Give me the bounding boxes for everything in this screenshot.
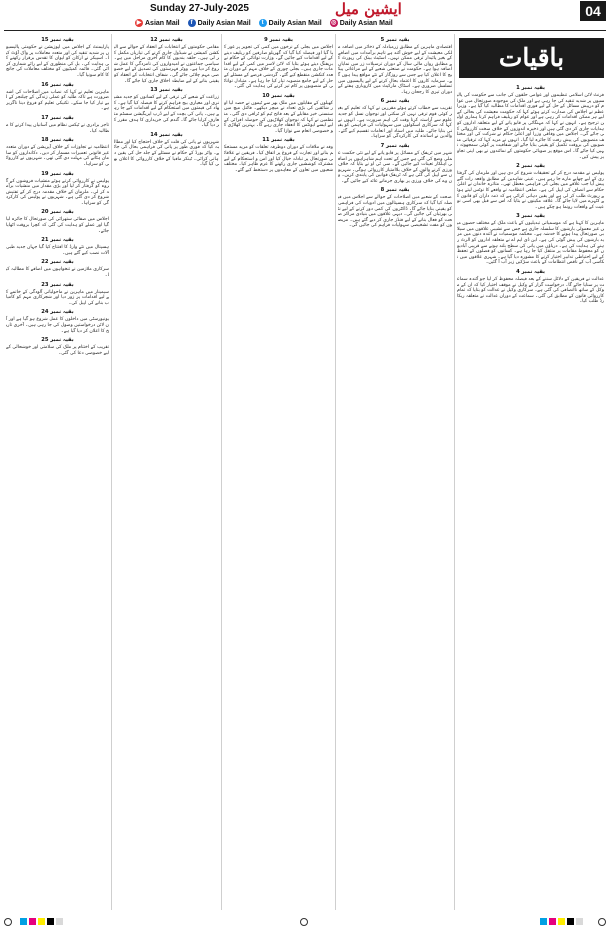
registration-mark-icon	[4, 918, 12, 926]
continuation-heading: بقیہ نمبر 23	[41, 281, 74, 288]
text-column	[457, 82, 604, 910]
color-swatch	[567, 918, 574, 925]
article-text: شہر میں ٹریفک کے مسائل پر قابو پانے کے لیے نئی حکمت عملی وضع کی گئی ہے جس کے تحت اہم شاہراہوں پر اضافی اہلکار تعینات کیے جائیں گے۔ سی ٹی او نے بتایا کہ خلاف ورزی کرنے والوں کے خلاف بلاامتیاز کارروائی ہوگی۔ شہریوں سے اپیل کی گئی ہے کہ ٹریفک قوانین کی پابندی کریں۔ ون وے کی خلاف ورزی پر بھاری جرمانے عائد کیے جائیں گے۔	[338, 150, 452, 184]
section-title-band: باقیات	[459, 38, 604, 78]
column-divider	[111, 34, 112, 910]
text-column	[114, 34, 219, 910]
continuation-heading: بقیہ نمبر 7	[380, 142, 410, 149]
facebook-icon: f	[188, 19, 196, 27]
text-column	[224, 34, 333, 910]
continuation-heading: بقیہ نمبر 3	[516, 213, 545, 220]
youtube-icon: ▶	[136, 20, 142, 26]
continuation-heading: بقیہ نمبر 5	[380, 37, 410, 43]
text-column	[338, 34, 452, 910]
article-text: زراعت کے شعبے کی ترقی کے لیے کسانوں کو جدید مشینری اور معیاری بیج فراہم کرنے کا فیصلہ کیا گیا ہے۔ کھاد کی قیمتوں میں استحکام کے لیے اقدامات کیے جا رہے ہیں۔ پانی کی بچت کے لیے ڈرپ ایریگیشن سسٹم متعارف کرایا جائے گا۔ گندم کی خریداری کا ہدف مقرر کر دیا گیا۔	[114, 95, 219, 129]
social-link-label: Daily Asian Mail	[197, 19, 251, 27]
color-swatch	[56, 918, 63, 925]
newspaper-logo: ایشین میل	[335, 0, 402, 18]
continuation-heading: بقیہ نمبر 22	[41, 259, 74, 266]
continuation-heading: بقیہ نمبر 15	[41, 37, 74, 43]
text-column	[6, 34, 109, 910]
color-swatch	[549, 918, 556, 925]
social-link[interactable]	[259, 17, 322, 29]
continuation-heading: بقیہ نمبر 24	[41, 309, 74, 316]
article-text: تاجر برادری نے ٹیکس نظام میں آسانیاں پیدا کرنے کا مطالبہ کیا۔	[6, 122, 109, 134]
continuation-heading: بقیہ نمبر 16	[41, 81, 74, 88]
article-text: اجلاس میں بجلی کے نرخوں میں کمی کی تجویز پر غور کیا گیا اور فیصلہ کیا گیا کہ گھریلو صارفین کو ریلیف دینے کے لیے اقدامات کیے جائیں گے۔ وزارت توانائی کے حکام نے بریفنگ دیتے ہوئے بتایا کہ لائن لاسز میں کمی کے لیے اقدامات جاری ہیں۔ بجلی چوری کے خلاف مہم کے دوران متعدد کنکشن منقطع کیے گئے۔ گردشی قرضے کے مسئلے کے حل کے لیے جامع منصوبہ تیار کیا جا رہا ہے۔ متبادل توانائی کے منصوبوں پر کام تیز کرنے کی ہدایت کی گئی۔	[224, 45, 333, 90]
article-text: ماہرین کا کہنا ہے کہ موسمیاتی تبدیلیوں کے باعث ملک کے مختلف حصوں میں غیر معمولی بارشوں کا سلسلہ جاری ہے جس سے نشیبی علاقوں میں سیلابی صورتحال پیدا ہونے کا خدشہ ہے۔ محکمہ موسمیات نے آئندہ دنوں میں مزید بارشوں کی پیش گوئی کی ہے۔ این ڈی ایم اے نے متعلقہ اداروں کو الرٹ رہنے کی ہدایت کی ہے۔ دریاؤں میں پانی کی سطح بلند ہونے سے قریبی آبادیوں کو محفوظ مقامات پر منتقل کیا جا رہا ہے۔ کسانوں کو فصلوں کے تحفظ کے لیے احتیاطی تدابیر اختیار کرنے کا مشورہ دیا گیا ہے۔ شہری علاقوں میں نکاسی آب کے ناقص انتظامات کے باعث سڑکیں زیر آب آ گئیں۔	[457, 221, 604, 266]
article-text: ماہرین تعلیم نے کہا کہ نصاب میں اصلاحات کی اشد ضرورت ہے تاکہ طلبہ کو عملی زندگی کے چیلنجز کے لیے تیار کیا جا سکے۔ تکنیکی تعلیم کو فروغ دینا ناگزیر ہے۔	[6, 89, 109, 112]
social-link-label: Daily Asian Mail	[268, 19, 322, 27]
color-swatches-left	[20, 918, 63, 925]
registration-mark-icon	[300, 918, 308, 926]
header-rule	[4, 30, 606, 31]
color-swatches-right	[540, 918, 583, 925]
article-text: یونیورسٹی میں داخلوں کا عمل شروع ہو گیا ہے اور آن لائن درخواستیں وصول کی جا رہی ہیں۔ آخری تاریخ کا اعلان کر دیا گیا ہے۔	[6, 317, 109, 334]
color-swatch	[29, 918, 36, 925]
article-text: سیمینار میں ماہرین نے ماحولیاتی آلودگی کے خاتمے کے لیے اقدامات پر زور دیا اور شجرکاری مہم کو کامیاب بنانے کی اپیل کی۔	[6, 289, 109, 306]
color-swatch	[576, 918, 583, 925]
article-text: ہسپتال میں نئے وارڈ کا افتتاح کیا گیا جہاں جدید طبی آلات نصب کیے گئے ہیں۔	[6, 245, 109, 256]
continuation-heading: بقیہ نمبر 17	[41, 114, 74, 121]
color-swatch	[20, 918, 27, 925]
issue-date: Sunday 27-July-2025	[150, 3, 249, 14]
continuation-heading: بقیہ نمبر 13	[150, 87, 183, 94]
continuation-heading: بقیہ نمبر 19	[41, 170, 74, 177]
color-swatch	[558, 918, 565, 925]
article-text: وفد نے ملاقات کے دوران دوطرفہ تعلقات کو مزید مستحکم بنانے اور تجارت کے فروغ پر اتفاق کیا۔ فریقین نے علاقائی صورتحال پر تبادلہ خیال کیا اور امن و استحکام کے لیے مشترکہ کوششیں جاری رکھنے کا عزم ظاہر کیا۔ مختلف شعبوں میں تعاون کے معاہدوں پر دستخط کیے گئے۔	[224, 145, 333, 173]
article-text: عدالت نے فریقین کے دلائل سننے کے بعد فیصلہ محفوظ کر لیا جو آئندہ سماعت پر سنایا جائے گا۔ درخواست گزار کے وکیل نے موقف اختیار کیا کہ ان کے موکل کے ساتھ ناانصافی کی گئی ہے۔ سرکاری وکیل نے عدالت کو بتایا کہ تمام کارروائی قانون کے مطابق کی گئی۔ سماعت کے دوران عدالت نے متعلقہ ریکارڈ طلب کیا۔	[457, 277, 604, 305]
article-text: مقامی حکومتوں کے انتخابات کے انعقاد کے حوالے سے الیکشن کمیشن نے شیڈول جاری کرنے کی تیاریاں مکمل کر لی ہیں۔ حلقہ بندیوں کا کام آخری مراحل میں ہے۔ سیاسی جماعتوں نے امیدواروں کی نامزدگی کا عمل شروع کر دیا ہے۔ ووٹر فہرستوں کی تصدیق کے لیے خصوصی مہم چلائی جائے گی۔ شفاف انتخابات کے انعقاد کو یقینی بنانے کے لیے ضابطہ اخلاق جاری کیا جائے گا۔	[114, 45, 219, 84]
column-divider	[454, 34, 455, 910]
article-text: اجلاس میں صفائی ستھرائی کی صورتحال کا جائزہ لیا گیا اور عملے کو ہدایت کی گئی کہ کچرا بروقت اٹھایا جائے۔	[6, 217, 109, 234]
color-swatch	[540, 918, 547, 925]
page-header	[0, 0, 610, 30]
continuation-heading: بقیہ نمبر 25	[41, 337, 74, 344]
twitter-icon: t	[259, 19, 267, 27]
article-text: کھیلوں کے مقابلوں میں ملک بھر سے ٹیموں نے حصہ لیا اور شائقین کی بڑی تعداد نے میچز دیکھے۔ فائنل میچ میں سنسنی خیز مقابلے کے بعد فاتح ٹیم کو ٹرافی دی گئی۔ منتظمین نے کہا کہ نوجوان کھلاڑیوں کی حوصلہ افزائی کے لیے ایسے ایونٹس کا انعقاد جاری رہے گا۔ بہترین کھلاڑی کو خصوصی انعام سے نوازا گیا۔	[224, 100, 333, 134]
continuation-heading: بقیہ نمبر 6	[380, 98, 410, 105]
social-link[interactable]	[188, 17, 251, 29]
continuation-heading: بقیہ نمبر 4	[516, 269, 545, 276]
print-footer	[0, 914, 610, 927]
continuation-heading: بقیہ نمبر 18	[41, 137, 74, 144]
social-link-label: Daily Asian Mail	[339, 19, 393, 27]
article-text: شہریوں نے پانی کی قلت کے خلاف احتجاج کیا اور مطالبہ کیا کہ فوری طور پر پانی کی فراہمی بحال کی جائے۔ واٹر بورڈ کے حکام نے مسئلے کے جلد حل کی یقین دہانی کرائی۔ ٹینکر مافیا کے خلاف کارروائی کا اعلان بھی کیا گیا۔	[114, 139, 219, 168]
instagram-icon: ◎	[331, 20, 337, 26]
continuation-heading: بقیہ نمبر 10	[262, 92, 295, 99]
column-divider	[335, 34, 336, 910]
article-text: تقریب کے اختتام پر ملک کی سلامتی اور خوشحالی کے لیے خصوصی دعا کی گئی۔	[6, 345, 109, 356]
page-number: 04	[580, 1, 606, 21]
continuation-heading: بقیہ نمبر 14	[150, 131, 183, 138]
registration-mark-icon	[598, 918, 606, 926]
column-divider	[221, 34, 222, 910]
article-text: تقریب سے خطاب کرتے ہوئے مقررین نے کہا کہ تعلیم کے بغیر کوئی قوم ترقی نہیں کر سکتی اور نوجوان نسل کو جدید علوم سے آراستہ کرنا وقت کی اہم ضرورت ہے۔ انہوں نے کہا کہ سرکاری اسکولوں میں سہولیات کی فراہمی کو یقینی بنایا جائے۔ طلبہ میں اسناد اور انعامات تقسیم کیے گئے۔ والدین نے اساتذہ کی کارکردگی کو سراہا۔	[338, 106, 452, 140]
social-link[interactable]	[135, 17, 180, 29]
social-link[interactable]	[330, 17, 393, 29]
article-text: پولیس نے مقدمہ درج کر کے تحقیقات شروع کر دی ہیں اور ملزمان کی گرفتاری کے لیے چھاپے مارے جا رہے ہیں۔ عینی شاہدین کے مطابق واقعہ رات گئے پیش آیا جب علاقے میں بجلی کی فراہمی معطل تھی۔ متاثرہ خاندان نے اعلیٰ حکام سے انصاف کی اپیل کی ہے۔ ضلعی انتظامیہ نے واقعے کا نوٹس لیتے ہوئے رپورٹ طلب کر لی ہے اور یقین دہانی کرائی ہے کہ ذمہ داران کو قانون کے کٹہرے میں لایا جائے گا۔ علاقہ مکینوں نے بتایا کہ اس سے قبل بھی اسی نوعیت کے واقعات رونما ہو چکے ہیں۔	[457, 171, 604, 210]
continuation-heading: بقیہ نمبر 8	[380, 187, 410, 194]
continuation-heading: بقیہ نمبر 20	[41, 209, 74, 216]
continuation-heading: بقیہ نمبر 11	[262, 137, 295, 144]
continuation-heading: بقیہ نمبر 12	[150, 37, 183, 43]
article-text: پولیس نے کارروائی کرتے ہوئے منشیات فروشوں کے گروہ کو گرفتار کر لیا اور بڑی مقدار میں منشیات برآمد کر لی۔ ملزمان کے خلاف مقدمہ درج کر کے تفتیش شروع کر دی گئی ہے۔ شہریوں نے پولیس کی کارکردگی کو سراہا۔	[6, 178, 109, 206]
continuation-heading: بقیہ نمبر 2	[516, 163, 545, 170]
color-swatch	[47, 918, 54, 925]
article-text: سرکاری ملازمین نے تنخواہوں میں اضافے کا مطالبہ کیا۔	[6, 267, 109, 279]
article-text: انتظامیہ نے تجاوزات کے خلاف آپریشن کے دوران متعدد غیر قانونی تعمیرات مسمار کر دیں۔ دکانداروں کو سامان ہٹانے کی مہلت دی گئی تھی۔ شہریوں نے کارروائی کو سراہا۔	[6, 145, 109, 167]
continuation-heading: بقیہ نمبر 9	[264, 37, 293, 43]
continuation-heading: بقیہ نمبر 21	[41, 237, 74, 244]
article-text: صحت کے شعبے میں اصلاحات کے حوالے سے اجلاس میں فیصلہ کیا گیا کہ سرکاری ہسپتالوں میں ادویات کی فراہمی کو یقینی بنایا جائے گا۔ ڈاکٹروں کی کمی دور کرنے کے لیے نئی بھرتیاں کی جائیں گی۔ دیہی علاقوں میں بنیادی مراکز صحت کو فعال بنانے کے لیے فنڈز جاری کر دیے گئے ہیں۔ مریضوں کو مفت تشخیصی سہولیات فراہم کی جائیں گی۔	[338, 195, 452, 229]
social-link-label: Asian Mail	[145, 19, 180, 27]
social-links-bar	[135, 17, 393, 29]
continuation-heading: بقیہ نمبر 1	[516, 85, 545, 91]
article-text: فرنٹ لائن اسلامی تنظیموں اور عوامی حلقوں کی جانب سے حکومت کی پالیسیوں پر شدید تنقید کی جا رہی ہے اور ملک کی موجودہ صورتحال میں عوام کو درپیش مسائل کے حل کے لیے فوری اقدامات کا مطالبہ کیا گیا ہے۔ وزیراعظم نے اجلاس کی صدارت کرتے ہوئے کہا کہ حکومت معیشت کی بحالی کے لیے ہر ممکن اقدامات کر رہی ہے اور عوام کو ریلیف فراہم کرنا ہماری اولین ترجیح ہے۔ انہوں نے کہا کہ مہنگائی پر قابو پانے کے لیے متعلقہ اداروں کو ہدایات جاری کر دی گئی ہیں اور ذخیرہ اندوزوں کے خلاف سخت کارروائی کی جائے گی۔ اجلاس میں وفاقی وزرا اور اعلیٰ حکام نے شرکت کی اور مختلف منصوبوں کی پیش رفت کا جائزہ لیا گیا۔ انہوں نے مزید کہا کہ ترقیاتی منصوبوں کی بروقت تکمیل کو یقینی بنایا جائے اور شفافیت پر کوئی سمجھوتہ نہیں کیا جائے گا۔ اس موقع پر صوبائی حکومتوں کے نمائندوں نے بھی اپنی تجاویز پیش کیں۔	[457, 93, 604, 160]
article-text: پارلیمنٹ کے اجلاس میں اپوزیشن نے حکومتی پالیسیوں پر شدید تنقید کی اور متعدد معاملات پر واک آؤٹ کیا۔ اسپیکر نے ارکان کو ایوان کا تقدس برقرار رکھنے کی ہدایت کی۔ بل کی منظوری کے لیے رائے شماری کرائی گئی۔ قائمہ کمیٹیوں کو مختلف معاملات کی جانچ کا کام سونپا گیا۔	[6, 45, 109, 78]
color-swatch	[38, 918, 45, 925]
article-text: اقتصادی ماہرین کے مطابق زرمبادلہ کے ذخائر میں اضافہ ملکی معیشت کے لیے خوش آئند ہے تاہم برآمدات میں اضافے کے بغیر پائیدار ترقی ممکن نہیں۔ اسٹیٹ بینک کی رپورٹ کے مطابق رواں مالی سال کے دوران ترسیلات زر میں نمایاں اضافہ ہوا ہے۔ حکومت نے صنعتی شعبے کے لیے مراعاتی پیکیج کا اعلان کیا ہے جس سے روزگار کے نئے مواقع پیدا ہوں گے۔ سرمایہ کاروں کا اعتماد بحال کرنے کے لیے پالیسیوں میں تسلسل ضروری ہے۔ اسٹاک مارکیٹ میں کاروباری ہفتے کے دوران تیزی کا رجحان رہا۔	[338, 45, 452, 95]
